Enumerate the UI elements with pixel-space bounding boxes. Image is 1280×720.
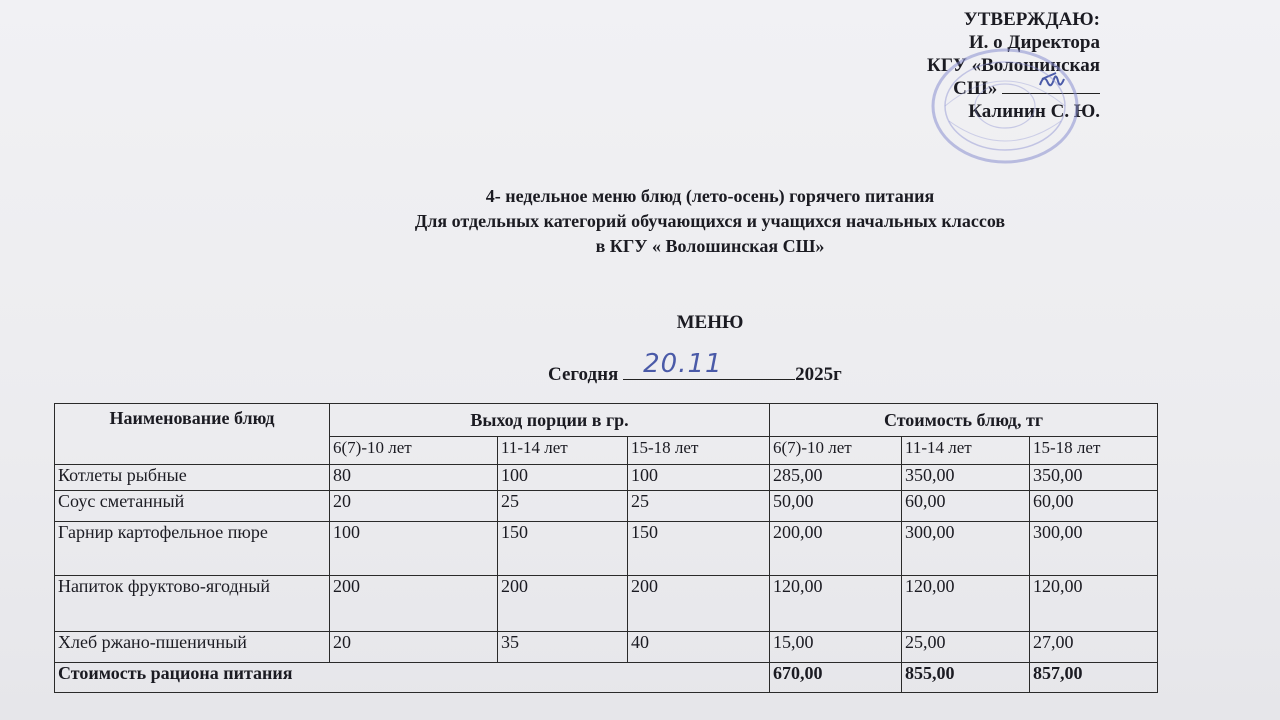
age-group: 15-18 лет [1030,437,1158,465]
cell: 20 [330,632,498,663]
cell: 27,00 [1030,632,1158,663]
cell: 60,00 [1030,491,1158,522]
approval-signature-line: СШ» [860,77,1100,100]
document-heading [0,184,1280,259]
cell: 100 [628,465,770,491]
cell: 350,00 [1030,465,1158,491]
dish-name: Гарнир картофельное пюре [55,522,330,576]
cell: 150 [628,522,770,576]
heading-line-1: 4- недельное меню блюд (лето-осень) горячего питания [485,186,935,206]
cell: 120,00 [770,576,902,632]
cell: 200 [498,576,628,632]
header-portion: Выход порции в гр. [330,404,770,437]
cell: 285,00 [770,465,902,491]
cell: 100 [498,465,628,491]
total-cell: 857,00 [1030,663,1158,693]
cell: 120,00 [1030,576,1158,632]
age-group: 11-14 лет [902,437,1030,465]
cell: 25 [628,491,770,522]
age-group: 6(7)-10 лет [330,437,498,465]
cell: 300,00 [902,522,1030,576]
cell: 120,00 [902,576,1030,632]
age-group: 11-14 лет [498,437,628,465]
heading-line-3: в КГУ « Волошинская СШ» [595,236,825,256]
date-prefix: Сегодня [548,364,619,385]
cell: 100 [330,522,498,576]
table-total-row [55,663,1158,693]
table-row [55,522,1158,576]
cell: 200 [628,576,770,632]
heading-line-2: Для отдельных категорий обучающихся и учащихся начальных классов [414,211,1006,231]
handwritten-date: 20.11 [643,349,723,379]
table-header-row [55,404,1158,437]
dish-name: Напиток фруктово-ягодный [55,576,330,632]
approval-title: УТВЕРЖДАЮ: [963,9,1100,30]
cell: 200,00 [770,522,902,576]
cell: 80 [330,465,498,491]
total-cell: 855,00 [902,663,1030,693]
table-row [55,576,1158,632]
date-suffix: 2025г [795,364,842,385]
dish-name: Соус сметанный [55,491,330,522]
cell: 15,00 [770,632,902,663]
header-dish: Наименование блюд [55,404,330,465]
age-group: 6(7)-10 лет [770,437,902,465]
official-stamp [925,46,1085,166]
cell: 300,00 [1030,522,1158,576]
approval-org: КГУ «Волошинская [927,55,1100,76]
date-blank [623,349,795,380]
menu-title: МЕНЮ [676,312,744,333]
cell: 60,00 [902,491,1030,522]
approval-position: И. о Директора [968,32,1100,53]
dish-name: Котлеты рыбные [55,465,330,491]
cell: 150 [498,522,628,576]
dish-name: Хлеб ржано-пшеничный [55,632,330,663]
header-cost: Стоимость блюд, тг [770,404,1158,437]
cell: 35 [498,632,628,663]
table-row [55,465,1158,491]
cell: 50,00 [770,491,902,522]
total-cell: 670,00 [770,663,902,693]
cell: 20 [330,491,498,522]
date-line [548,349,842,386]
cell: 350,00 [902,465,1030,491]
total-label: Стоимость рациона питания [55,663,770,693]
table-row [55,491,1158,522]
menu-table [54,403,1158,693]
approval-name: Калинин С. Ю. [968,101,1100,122]
cell: 25 [498,491,628,522]
cell: 40 [628,632,770,663]
cell: 25,00 [902,632,1030,663]
age-group: 15-18 лет [628,437,770,465]
table-row [55,632,1158,663]
cell: 200 [330,576,498,632]
